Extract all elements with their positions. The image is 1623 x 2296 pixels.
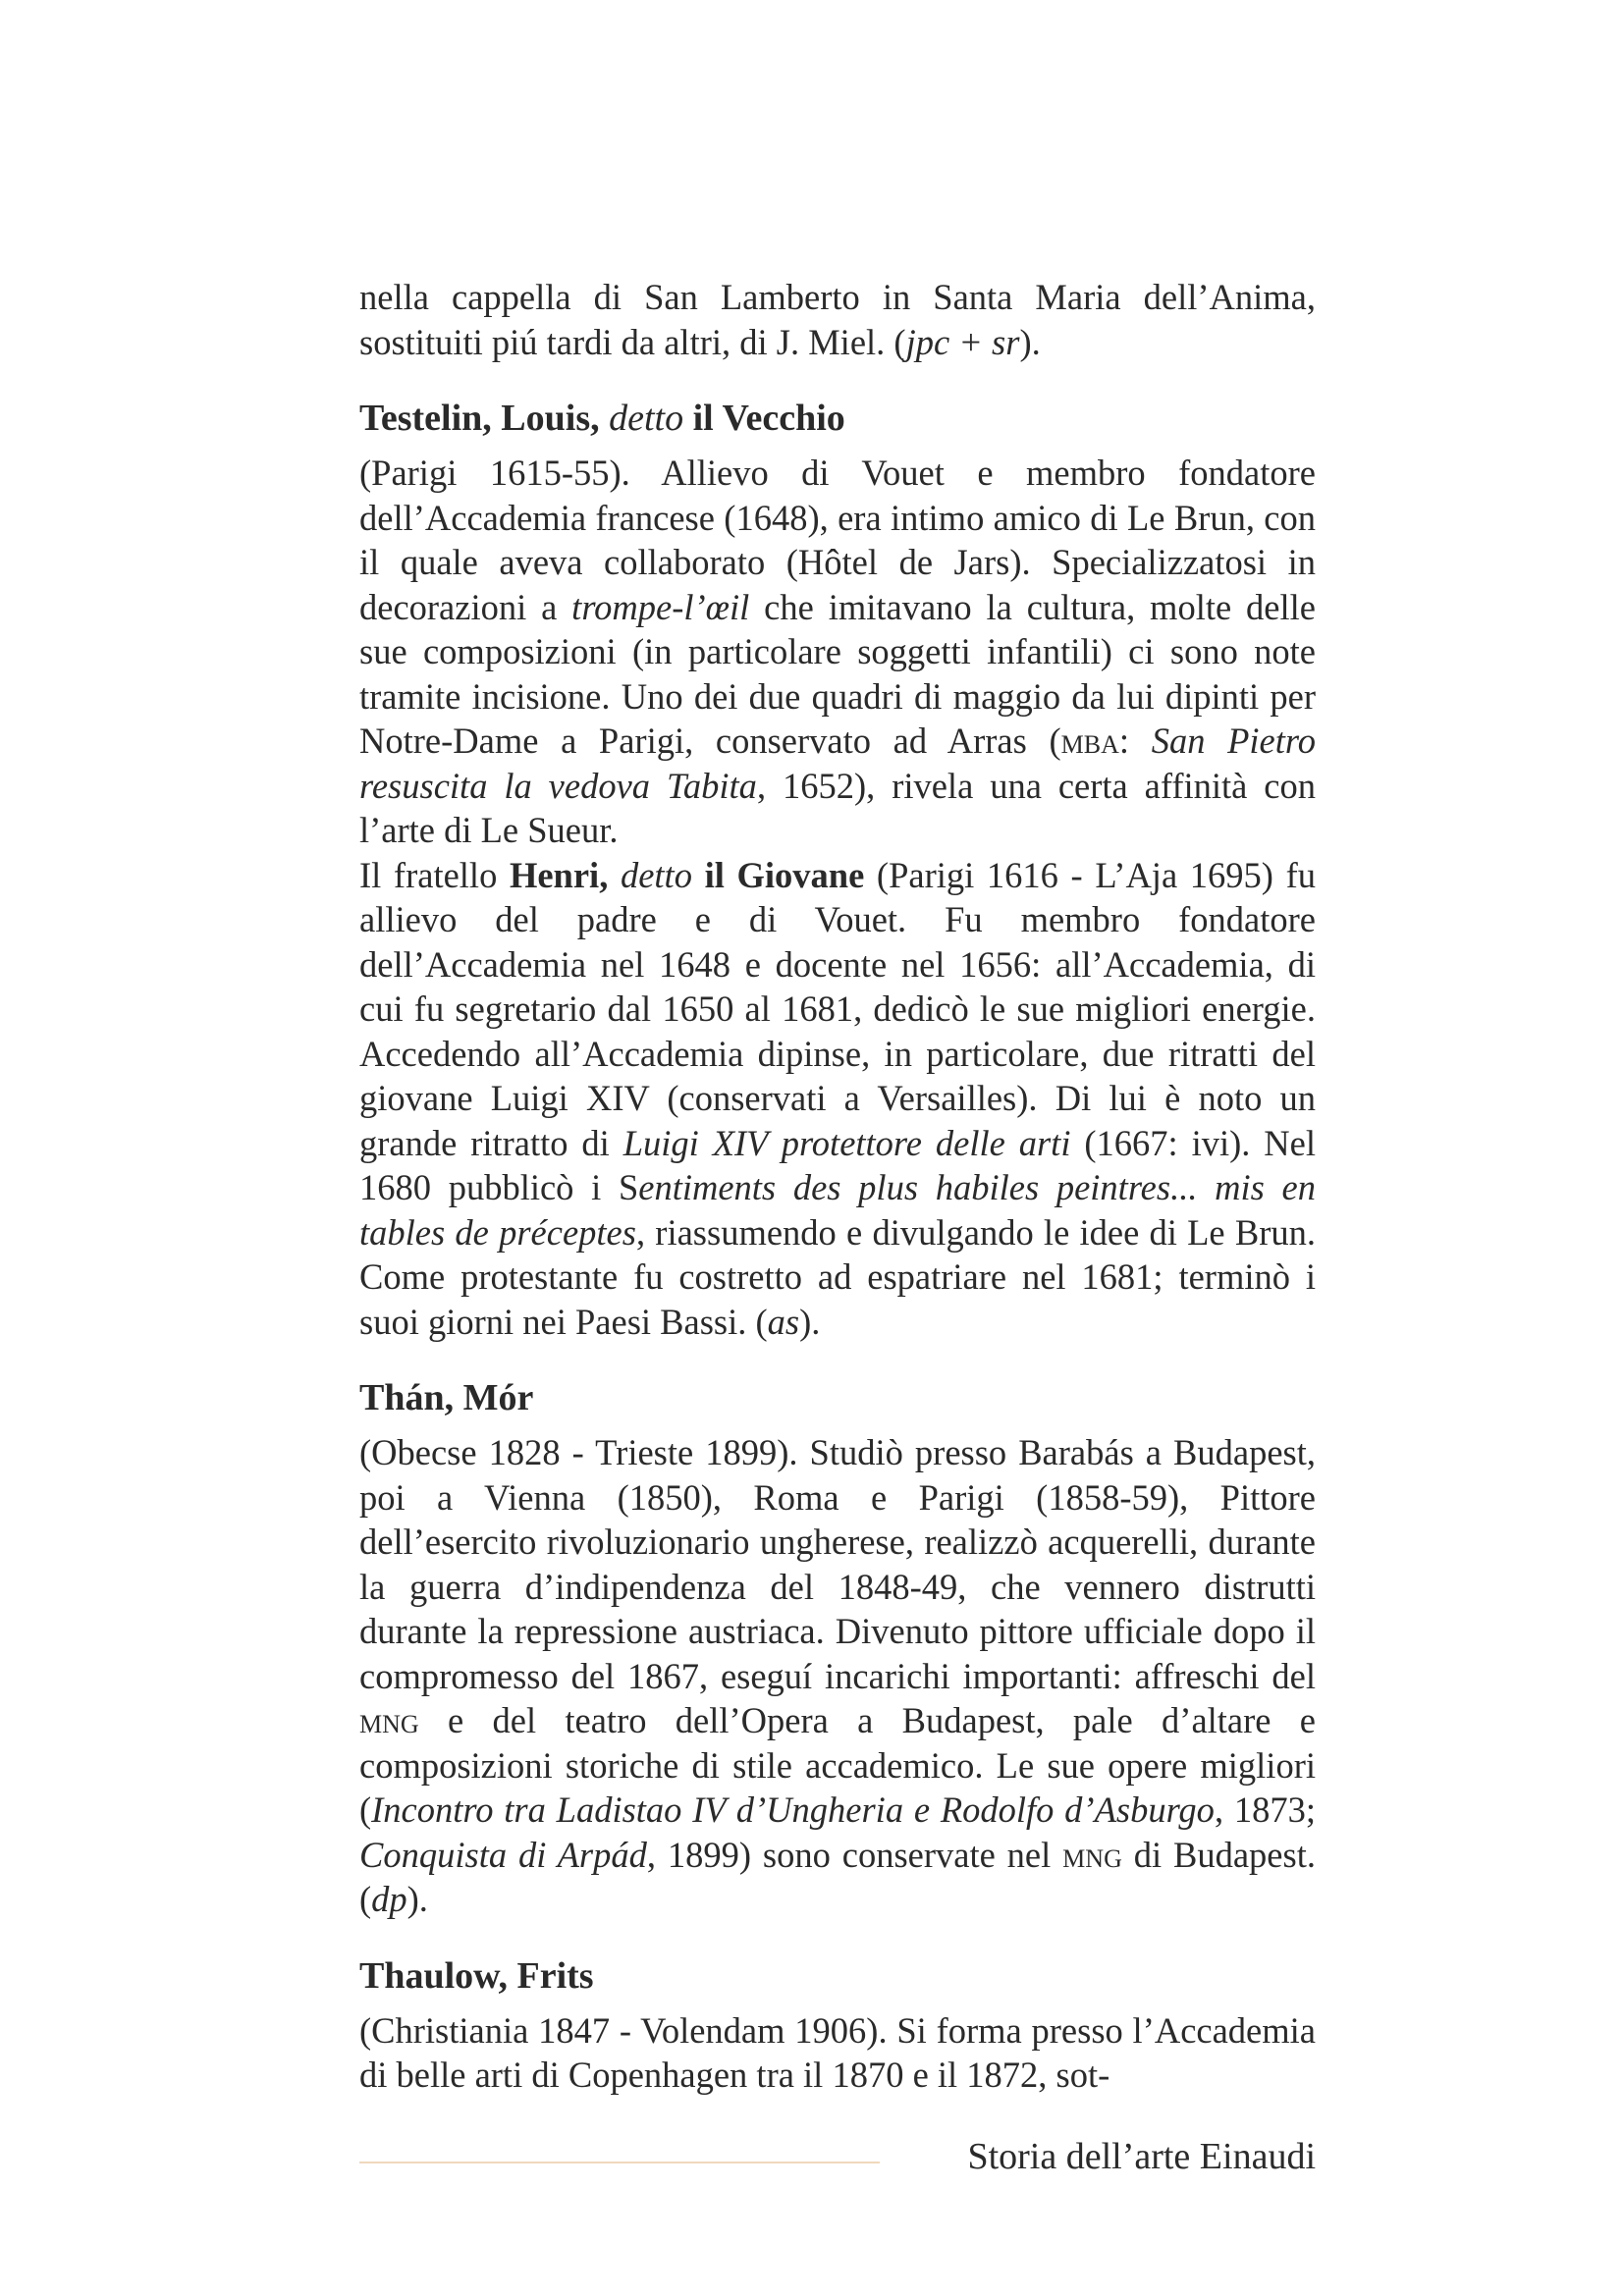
entry-body-testelin: [359, 451, 1316, 853]
entry-body-than: [359, 1430, 1316, 1922]
entry-body-testelin-henri: [359, 853, 1316, 1345]
footer-title: Storia dell’arte Einaudi: [967, 2136, 1316, 2177]
text-column: [359, 275, 1316, 2098]
entry-gap: [359, 1922, 1316, 1953]
intro-paragraph: [359, 275, 1316, 364]
museum-abbrev: mng: [1062, 1834, 1122, 1875]
body-text: , 1899) sono conservate nel: [646, 1834, 1063, 1875]
body-text: :: [1118, 721, 1152, 761]
sub-entry-name: Henri,: [509, 854, 609, 895]
author-initials: dp: [371, 1879, 407, 1919]
heading-name: Testelin, Louis,: [359, 398, 610, 439]
museum-abbrev: mng: [359, 1700, 419, 1740]
intro-text: nella cappella di San Lamberto in Santa Maria dell’Anima, sostituiti piú tardi da altri, di J. Miel. (: [359, 277, 1316, 362]
entry-body-thaulow: (Christiania 1847 - Volendam 1906). Si forma presso l’Accademia di belle arti di Copenhagen tra il 1870 e il 1872, sot-: [359, 2009, 1316, 2095]
body-text: ).: [406, 1879, 428, 1919]
body-text: che imitavano la cultura, molte delle sue composizioni (in particolare soggetti infantili) ci sono note tramite incisione. Uno dei due quadri di maggio da lui dipinti per Notre-Dame a Parigi, conservato ad Arras (: [359, 586, 1316, 761]
italic-term: trompe-l’œil: [571, 586, 750, 627]
work-title: Incontro tra Ladistao IV d’Ungheria e Rodolfo d’Asburgo: [371, 1789, 1215, 1830]
heading-detto: detto: [609, 398, 684, 439]
heading-suffix: il Vecchio: [683, 398, 845, 439]
body-text: (1667: ivi). Nel 1680 pubblicò i S: [359, 1122, 1316, 1207]
body-text: , 1873;: [1214, 1789, 1316, 1830]
body-text: di Budapest. (: [359, 1834, 1316, 1919]
sub-entry-suffix: il Giovane: [691, 854, 865, 895]
entry-gap: [359, 364, 1316, 396]
entry-heading-than: Thán, Mór: [359, 1377, 534, 1418]
entry-heading-thaulow: Thaulow, Frits: [359, 1954, 594, 1997]
body-text: ).: [799, 1301, 821, 1342]
work-title: San Pietro resuscita la vedova Tabita: [359, 721, 1316, 806]
author-initials: as: [767, 1301, 800, 1342]
museum-abbrev: mba: [1060, 721, 1119, 761]
body-text: (Obecse 1828 - Trieste 1899). Studiò presso Barabás a Budapest, poi a Vienna (1850), Roma e Parigi (1858-59), Pittore dell’esercito rivoluzionario ungherese, realizzò acquerelli, durante la guerra d’indipendenza del 1848-49, che vennero distrutti durante la repressione austriaca. Divenuto pittore ufficiale dopo il compromesso del 1867, eseguí incarichi importanti: affreschi del: [359, 1432, 1316, 1696]
sub-entry-detto: detto: [608, 854, 692, 895]
work-title: Luigi XIV protettore delle arti: [622, 1122, 1071, 1163]
body-text: Il fratello: [359, 854, 510, 895]
author-initials: jpc + sr: [905, 321, 1020, 362]
body-text: , 1652), rivela una certa affinità con l’arte di Le Sueur.: [359, 765, 1316, 850]
entry-gap: [359, 1344, 1316, 1375]
body-text: (Parigi 1616 - L’Aja 1695) fu allievo del padre e di Vouet. Fu membro fondatore dell’Accademia nel 1648 e docente nel 1656: all’Accademia, di cui fu segretario dal 1650 al 1681, dedicò le sue migliori energie. Accedendo all’Accademia dipinse, in particolare, due ritratti del giovane Luigi XIV (conservati a Versailles). Di lui è noto un grande ritratto di: [359, 854, 1316, 1163]
work-title: Conquista di Arpád: [359, 1834, 647, 1875]
entry-heading-testelin: [359, 396, 1316, 441]
footer-rule: [359, 2162, 880, 2163]
body-text: , riassumendo e divulgando le idee di Le Brun. Come protestante fu costretto ad espatriare nel 1681; terminò i suoi giorni nei Paesi Bassi. (: [359, 1211, 1316, 1342]
body-text: e del teatro dell’Opera a Budapest, pale d’altare e composizioni storiche di stile accademico. Le sue opere migliori (: [359, 1700, 1316, 1830]
body-text: (Parigi 1615-55). Allievo di Vouet e membro fondatore dell’Accademia francese (1648), era intimo amico di Le Brun, con il quale aveva collaborato (Hôtel de Jars). Specializzatosi in decorazioni a: [359, 453, 1316, 627]
work-title: entiments des plus habiles peintres... mis en tables de préceptes: [359, 1167, 1316, 1253]
intro-end: ).: [1019, 321, 1041, 362]
